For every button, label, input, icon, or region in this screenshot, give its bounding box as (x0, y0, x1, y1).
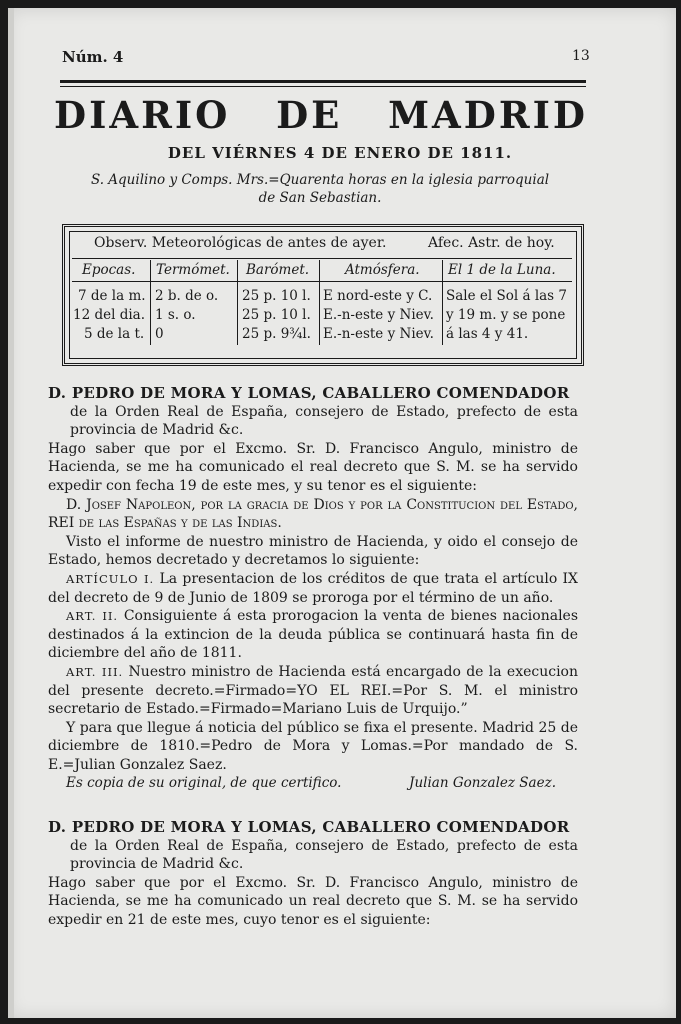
col-divider-3 (319, 260, 320, 345)
article-1-text: La presentacion de los créditos de que trata el artículo IX del decreto de 9 de Junio de 1809 se proroga por el término de un año. (48, 570, 578, 606)
col-header-epocas: Epocas. (82, 262, 136, 278)
page-edge (8, 8, 14, 1018)
article-2-label: ART. II. (66, 609, 119, 624)
col-divider-1 (150, 260, 151, 345)
row3-termometro: 0 (155, 326, 164, 342)
decree-1-article-3 (48, 663, 578, 719)
top-rule-thick (60, 80, 586, 83)
certify-text: Es copia de su original, de que certifico. (66, 775, 342, 792)
col-header-atmosfera: Atmósfera. (345, 262, 420, 278)
row1-termometro: 2 b. de o. (155, 288, 219, 304)
row2-epoca: 12 del dia. (73, 307, 146, 323)
saints-line-1: S. Aquilino y Comps. Mrs.=Quarenta horas en la iglesia parroquial (90, 172, 550, 188)
article-1-label: ARTÍCULO I. (66, 571, 155, 586)
decree-1-paragraph-3: Visto el informe de nuestro ministro de Hacienda, y oido el consejo de Estado, hemos decretado y decretamos lo siguiente: (48, 533, 578, 569)
row2-termometro: 1 s. o. (155, 307, 196, 323)
issue-number: Núm. 4 (62, 48, 124, 66)
col-header-luna: El 1 de la Luna. (448, 262, 556, 278)
dateline: DEL VIÉRNES 4 DE ENERO DE 1811. (167, 144, 513, 162)
decree-1-certification (48, 774, 578, 793)
astro-title: Afec. Astr. de hoy. (428, 235, 555, 251)
row3-atmosfera: E.-n-este y Niev. (323, 326, 434, 342)
decree-2-paragraph-1: Hago saber que por el Excmo. Sr. D. Francisco Angulo, ministro de Hacienda, se me ha comunicado un real decreto que S. M. se ha servido expedir en 21 de este mes, cuyo tenor es el siguiente: (48, 874, 578, 928)
row1-atmosfera: E nord-este y C. (323, 288, 433, 304)
decree-1-heading-cont: de la Orden Real de España, consejero de Estado, prefecto de esta provincia de Madrid &c. (70, 403, 578, 439)
decree-1-heading: D. PEDRO DE MORA Y LOMAS, CABALLERO COMENDADOR (48, 384, 570, 402)
col-divider-2 (237, 260, 238, 345)
article-3-text: Nuestro ministro de Hacienda está encargado de la execucion del presente decreto.=Firmado=YO EL REI.=Por S. M. el ministro secretario de Estado.=Firmado=Mariano Luis de Urquijo.” (48, 663, 578, 718)
row2-atmosfera: E.-n-este y Niev. (323, 307, 434, 323)
row2-barometro: 25 p. 10 l. (242, 307, 311, 323)
top-rule-thin (60, 86, 586, 87)
row1-barometro: 25 p. 10 l. (242, 288, 311, 304)
decree-2-heading-cont: de la Orden Real de España, consejero de Estado, prefecto de esta provincia de Madrid &c. (70, 837, 578, 873)
decree-1-article-1 (48, 570, 578, 607)
row3-luna: á las 4 y 41. (446, 326, 529, 342)
col-divider-4 (442, 260, 443, 345)
row3-barometro: 25 p. 9¾l. (242, 326, 311, 342)
article-3-label: ART. III. (66, 664, 124, 679)
newspaper-title: DIARIO DE MADRID (54, 93, 588, 137)
decree-2-heading: D. PEDRO DE MORA Y LOMAS, CABALLERO COMENDADOR (48, 818, 570, 836)
decree-1-article-2 (48, 607, 578, 663)
col-header-termometro: Termómet. (156, 262, 230, 278)
table-header-bottom-line (72, 281, 572, 282)
weather-title: Observ. Meteorológicas de antes de ayer. (94, 235, 387, 251)
decree-1-paragraph-4: Y para que llegue á noticia del público se fixa el presente. Madrid 25 de diciembre de 1810.=Pedro de Mora y Lomas.=Por mandado de S. E.=Julian Gonzalez Saez. (48, 719, 578, 773)
saints-line-2: de San Sebastian. (258, 190, 382, 206)
row3-epoca: 5 de la t. (84, 326, 145, 342)
row2-luna: y 19 m. y se pone (446, 307, 566, 323)
col-header-barometro: Barómet. (246, 262, 310, 278)
page-number: 13 (572, 48, 590, 64)
decree-1-paragraph-1: Hago saber que por el Excmo. Sr. D. Francisco Angulo, ministro de Hacienda, se me ha comunicado el real decreto que S. M. se ha servido expedir con fecha 19 de este mes, y su tenor es el siguiente: (48, 440, 578, 494)
table-header-top-line (72, 258, 572, 259)
decree-1-royal-title: D. Josef Napoleon, por la gracia de Dios y por la Constitucion del Estado, REI de las Españas y de las Indias. (48, 496, 578, 532)
decree-2 (48, 818, 578, 930)
article-2-text: Consiguiente á esta prorogacion la venta de bienes nacionales destinados á la extincion de la deuda pública se continuará hasta fin de diciembre del año de 1811. (48, 608, 579, 662)
row1-epoca: 7 de la m. (78, 288, 146, 304)
signature: Julian Gonzalez Saez. (409, 775, 556, 792)
row1-luna: Sale el Sol á las 7 (446, 288, 567, 304)
decree-1 (48, 384, 578, 793)
